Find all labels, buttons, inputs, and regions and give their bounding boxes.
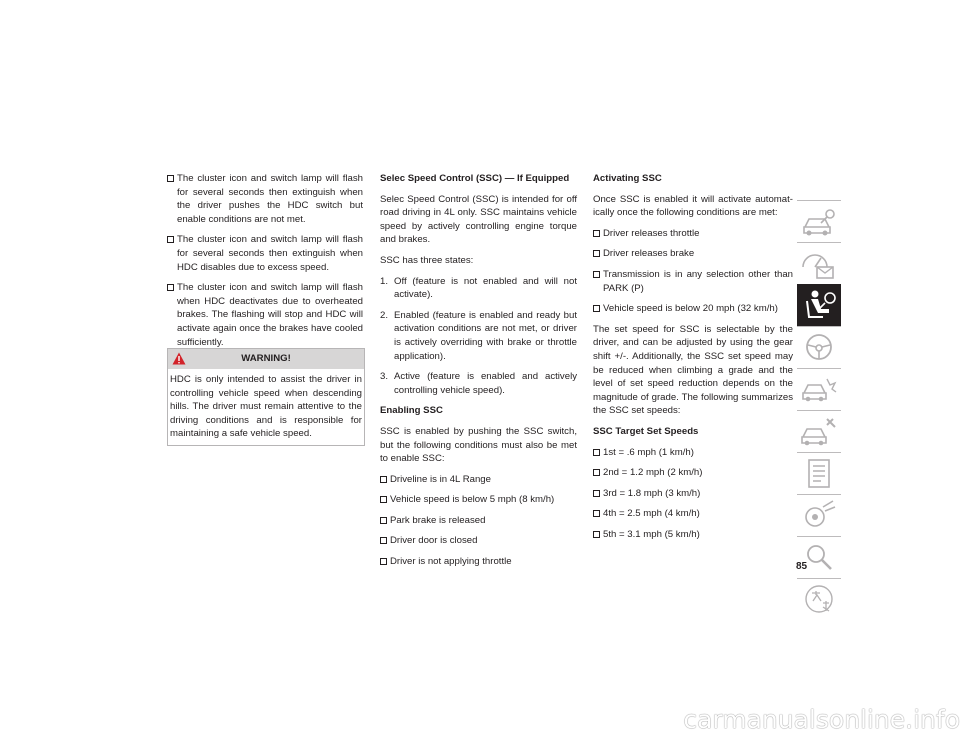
- tab-specifications[interactable]: [797, 452, 841, 494]
- states-intro: SSC has three states:: [380, 254, 474, 266]
- target-speeds-list: [593, 446, 793, 542]
- column-1: [167, 172, 363, 356]
- column-2: [380, 172, 577, 576]
- watermark: carmanualsonline.info: [683, 705, 960, 734]
- list-item: [380, 275, 577, 302]
- list-item: Driver releases brake: [593, 247, 793, 261]
- warning-body: [168, 369, 364, 445]
- list-item: 4th = 2.5 mph (4 km/h): [593, 507, 793, 521]
- tab-servicing[interactable]: [797, 410, 841, 452]
- list-item: 1st = .6 mph (1 km/h): [593, 446, 793, 460]
- tab-starting-operating[interactable]: [797, 326, 841, 368]
- vehicle-key-icon: [799, 203, 839, 240]
- list-item: Driver is not applying throttle: [380, 555, 577, 569]
- warning-text: HDC is only intended to assist the driver in controlling vehicle speed when descending hills. The driver must remain attentive to the driving conditions and is responsible for maintaining a safe vehicle speed.: [170, 374, 362, 440]
- subheading: Activating SSC: [593, 173, 662, 184]
- set-speed-paragraph: The set speed for SSC is selectable by the driver, and can be adjusted by using the gear shift +/-. Additionally, the SSC set speed may be reduced when climbing a grade and the level of set speed reduction depends on the magnitude of grade. The following summarizes the SSC set speeds:: [593, 323, 793, 417]
- tab-index[interactable]: [797, 578, 841, 620]
- warning-box: [167, 348, 365, 446]
- tab-emergency[interactable]: [797, 368, 841, 410]
- subheading: SSC Target Set Speeds: [593, 425, 699, 437]
- steering-wheel-icon: [799, 329, 839, 366]
- radio-tools-icon: [799, 497, 839, 534]
- list-item: The cluster icon and switch lamp will flash for several seconds then extinguish when HDC disables due to excess speed.: [167, 233, 363, 274]
- enabling-paragraph: SSC is enabled by pushing the SSC switch, but the following conditions must also be met to enable SSC:: [380, 425, 577, 465]
- tab-vehicle-key[interactable]: [797, 200, 841, 242]
- activating-paragraph: Once SSC is enabled it will activate automat-ically once the following conditions are met:: [593, 193, 793, 219]
- item-number: 2.: [380, 309, 389, 321]
- seated-driver-airbag-icon: [799, 287, 839, 324]
- tab-safety[interactable]: [797, 284, 841, 326]
- list-item: Driver releases throttle: [593, 227, 793, 241]
- car-crash-icon: [799, 371, 839, 408]
- tab-multimedia[interactable]: [797, 494, 841, 536]
- warning-title: WARNING!: [241, 353, 291, 364]
- list-item: Driver door is closed: [380, 534, 577, 548]
- list-item: Park brake is released: [380, 514, 577, 528]
- list-item: Vehicle speed is below 20 mph (32 km/h): [593, 302, 793, 316]
- intro-paragraph: Selec Speed Control (SSC) is intended for off road driving in 4L only. SSC maintains vehicle speed by actively controlling engine torque and brakes.: [380, 193, 577, 246]
- list-item: The cluster icon and switch lamp will flash for several seconds then extinguish when the driver pushes the HDC switch but enable conditions are not met.: [167, 172, 363, 226]
- item-text: Active (feature is enabled and actively controlling vehicle speed).: [394, 371, 577, 396]
- list-item: [380, 309, 577, 363]
- list-item: 5th = 3.1 mph (5 km/h): [593, 528, 793, 542]
- list-item: 3rd = 1.8 mph (3 km/h): [593, 487, 793, 501]
- states-list: [380, 275, 577, 398]
- column-3: [593, 172, 793, 548]
- warning-triangle-icon: [172, 352, 186, 365]
- list-item: Transmission is in any selection other than PARK (P): [593, 268, 793, 295]
- list-item: Driveline is in 4L Range: [380, 473, 577, 487]
- list-item: Vehicle speed is below 5 mph (8 km/h): [380, 493, 577, 507]
- item-number: 3.: [380, 371, 389, 383]
- subheading: Enabling SSC: [380, 405, 443, 417]
- tab-dashboard[interactable]: [797, 242, 841, 284]
- item-number: 1.: [380, 275, 389, 287]
- item-text: Off (feature is not enabled and will not activate).: [394, 275, 577, 301]
- section-heading: Selec Speed Control (SSC) — If Equipped: [380, 173, 570, 184]
- item-text: Enabled (feature is enabled and ready but activation conditions are not met, or driver is actively overriding with brake or throttle application).: [394, 309, 577, 362]
- list-item: 2nd = 1.2 mph (2 km/h): [593, 466, 793, 480]
- list-item: [380, 370, 577, 397]
- chapter-tabs: [797, 200, 841, 620]
- activating-conditions-list: [593, 227, 793, 316]
- warning-header: [168, 349, 364, 369]
- car-wrench-icon: [799, 413, 839, 450]
- list-item: The cluster icon and switch lamp will flash when HDC deactivates due to overheated brakes. The flashing will stop and HDC will activate again once the brakes have cooled sufficiently.: [167, 281, 363, 349]
- page-number: 85: [796, 561, 808, 572]
- dashboard-envelope-icon: [799, 245, 839, 282]
- language-icon: [799, 581, 839, 618]
- checklist-icon: [799, 455, 839, 492]
- enabling-conditions-list: [380, 473, 577, 569]
- hdc-notes-list: [167, 172, 363, 349]
